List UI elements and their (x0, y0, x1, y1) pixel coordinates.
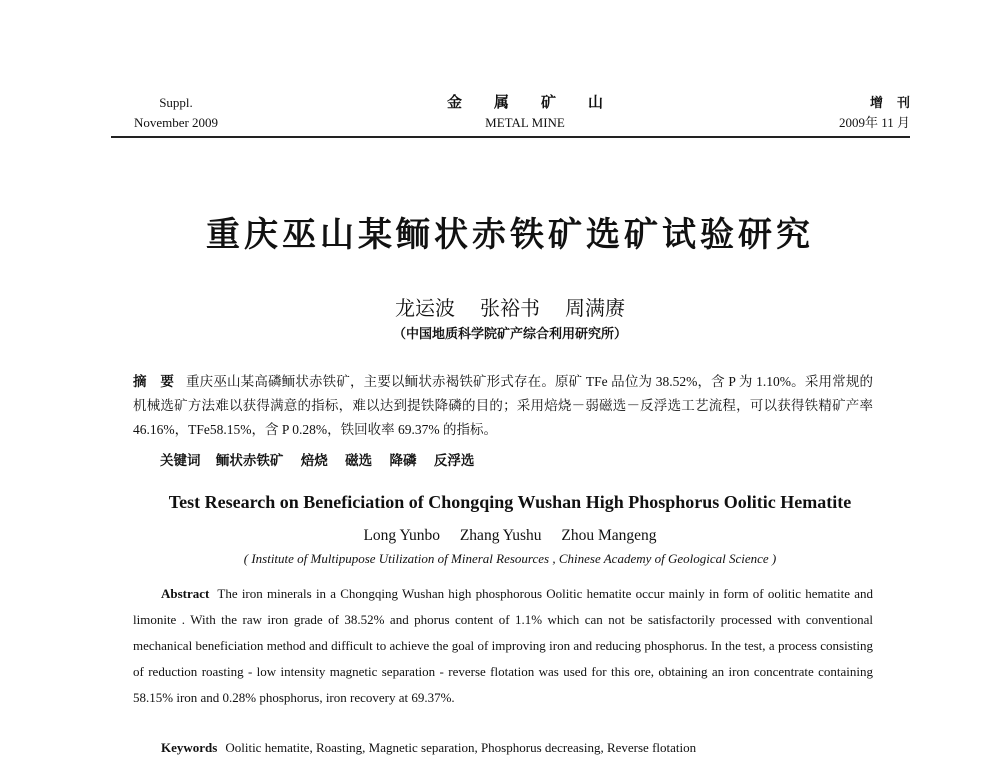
keywords-cn (160, 450, 873, 472)
author-name-cn: 周满赓 (565, 298, 625, 320)
author-list-en (200, 525, 820, 547)
affiliation-en: ( Institute of Multipupose Utilization of Mineral Resources , Chinese Academy of Geological Science ) (243, 551, 777, 566)
header-rule (111, 136, 910, 138)
issue-date-cn: 2009年 11 月 (838, 115, 910, 130)
keyword-cn: 降磷 (389, 453, 417, 468)
journal-name-en: METAL MINE (485, 115, 565, 130)
abstract-cn (133, 370, 873, 442)
keywords-text-en: Oolitic hematite, Roasting, Magnetic separation, Phosphorus decreasing, Reverse flotation (225, 740, 697, 755)
issue-date-en: November 2009 (133, 115, 219, 130)
running-header-left (111, 93, 241, 133)
affiliation-cn: （中国地质科学院矿产综合利用研究所） (392, 326, 627, 341)
running-header-right (790, 93, 924, 133)
abstract-en (133, 581, 873, 711)
running-header-center (400, 93, 650, 133)
keyword-cn: 焙烧 (300, 453, 328, 468)
keyword-cn: 鲕状赤铁矿 (215, 453, 284, 468)
author-name-cn: 龙运波 (395, 298, 455, 320)
abstract-label-cn: 摘 要 (133, 374, 174, 389)
abstract-text-en: The iron minerals in a Chongqing Wushan high phosphorous Oolitic hematite occur mainly in form of oolitic hematite and limonite . With the raw iron grade of 38.52% and phorus content of 1.1% which can not be satisfactorily processed with conventional mechanical beneficiation method and difficult to achieve the goal of improving iron and reducing phosphorus. In the test, a process consisting of reduction roasting - low intensity magnetic separation - reverse flotation was used for this ore, obtaining an iron concentrate containing 58.15% iron and 0.28% phosphorus, iron recovery at 69.37%. (133, 586, 873, 705)
author-list-cn (200, 296, 820, 322)
supplement-label-cn: 增刊 (869, 95, 924, 110)
keyword-cn: 反浮选 (433, 453, 475, 468)
keywords-label-cn: 关键词 (160, 453, 201, 468)
journal-name-cn: 金属矿山 (446, 95, 635, 111)
abstract-text-cn: 重庆巫山某高磷鲕状赤铁矿，主要以鲕状赤褐铁矿形式存在。原矿 TFe 品位为 38.52%，含 P 为 1.10%。采用常规的机械选矿方法难以获得满意的指标，难以达到提铁降磷的目的；采用焙烧－弱磁选－反浮选工艺流程，可以获得铁精矿产率 46.16%，TFe58.15%，含 P 0.28%，铁回收率 69.37% 的指标。 (133, 374, 873, 437)
paper-title-cn: 重庆巫山某鲕状赤铁矿选矿试验研究 (206, 217, 814, 254)
author-name-en: Long Yunbo (363, 527, 440, 544)
author-name-en: Zhou Mangeng (561, 527, 657, 544)
author-name-en: Zhang Yushu (459, 527, 542, 544)
paper-title-en: Test Research on Beneficiation of Chongqing Wushan High Phosphorus Oolitic Hematite (168, 492, 852, 512)
keywords-en (133, 737, 873, 759)
abstract-label-en: Abstract (161, 586, 210, 601)
supplement-label: Suppl. (159, 95, 193, 110)
keyword-cn: 磁选 (345, 453, 373, 468)
keywords-label-en: Keywords (161, 740, 218, 755)
author-name-cn: 张裕书 (480, 298, 540, 320)
